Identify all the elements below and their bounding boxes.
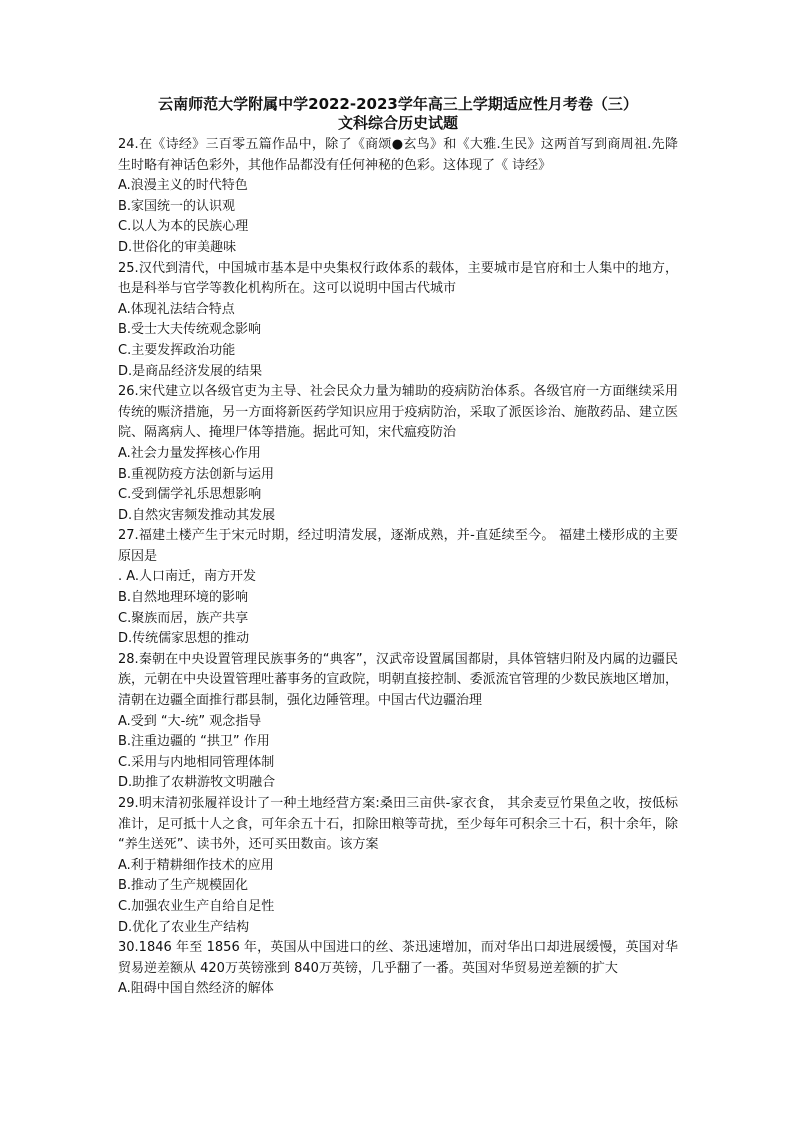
option-b: B.注重边疆的 “拱卫” 作用 [118,734,270,750]
option-a: . A.人口南迁，南方开发 [118,569,257,585]
question-30 [118,938,678,1000]
option-c: C.采用与内地相同管理体制 [118,754,275,770]
option-d: D.助推了农耕游牧文明融合 [118,775,276,791]
question-25 [118,259,678,383]
option-b: B.推动了生产规模固化 [118,878,249,894]
option-b: B.自然地理环境的影响 [118,590,249,606]
option-d: D.优化了农业生产结构 [118,919,250,935]
option-d: D.传统儒家思想的推动 [118,631,250,647]
question-29 [118,794,678,938]
option-b: B.受士大夫传统观念影响 [118,322,262,338]
question-stem: 28.秦朝在中央设置管理民族事务的“典客”，汉武帝设置属国都尉，具体管辖归附及内属的边疆民族，元朝在中央设置管理吐蕃事务的宣政院，明朝直接控制、委派流官管理的少数民族地区增加，清朝在边疆全面推行郡县制，强化边陲管理。中国古代边疆治理 [118,651,678,709]
exam-subtitle: 文科综合历史试题 [337,114,458,132]
option-c: C.加强农业生产自给自足性 [118,898,275,914]
question-stem: 24.在《诗经》三百零五篇作品中，除了《商颂●玄鸟》和《大雅.生民》这两首写到商周祖.先降生时略有神话色彩外，其他作品都没有任何神秘的色彩。这体现了《 诗经》 [118,137,678,173]
question-stem: 30.1846 年至 1856 年，英国从中国进口的丝、茶迅速增加，而对华出口却进展缓慢，英国对华贸易逆差额从 420万英镑涨到 840万英镑，几乎翻了一番。英国对华贸易逆差额的扩大 [118,940,678,976]
option-d: D.世俗化的审美趣味 [118,239,237,255]
option-a: A.社会力量发挥核心作用 [118,445,261,461]
option-a: A.利于精耕细作技术的应用 [118,857,274,873]
exam-title: 云南师范大学附属中学2022-2023学年高三上学期适应性月考卷（三） [158,95,638,113]
question-stem: 26.宋代建立以各级官吏为主导、社会民众力量为辅助的疫病防治体系。各级官府一方面继续采用传统的赈济措施，另一方面将新医药学知识应用于疫病防治，采取了派医诊治、施散药品、建立医院、隔离病人、掩埋尸体等措施。据此可知，宋代瘟疫防治 [118,384,678,441]
question-28 [118,650,678,794]
option-c: C.受到儒学礼乐思想影响 [118,487,262,503]
option-c: C.以人为本的民族心理 [118,219,249,235]
question-stem: 25.汉代到清代，中国城市基本是中央集权行政体系的载体，主要城市是官府和士人集中的地方，也是科举与官学等教化机构所在。这可以说明中国古代城市 [118,260,678,297]
option-a: A.浪漫主义的时代特色 [118,178,248,194]
option-a: A.受到 “大-统” 观念指导 [118,713,262,729]
question-stem: 27.福建土楼产生于宋元时期，经过明清发展，逐渐成熟，并-直延续至今。 福建土楼形成的主要原因是 [118,528,678,564]
option-b: B.重视防疫方法创新与运用 [118,466,275,482]
option-c: C.聚族而居，族产共享 [118,610,249,626]
option-d: D.自然灾害频发推动其发展 [118,507,276,523]
option-c: C.主要发挥政治功能 [118,342,236,358]
question-26 [118,382,678,526]
option-d: D.是商品经济发展的结果 [118,363,263,379]
option-a: A.阻碍中国自然经济的解体 [118,981,274,997]
question-stem: 29.明末清初张履祥设计了一种土地经营方案:桑田三亩供-家衣食， 其余麦豆竹果鱼之收，按低标准计，足可抵十人之食，可年余五十石，扣除田粮等苛扰，至少每年可积余三十石，积十余年，除 “养生送死”、读书外，还可买田数亩。该方案 [118,796,678,853]
question-24 [118,135,678,259]
exam-page [118,95,678,1000]
question-27 [118,526,678,650]
option-b: B.家国统一的认识观 [118,198,236,214]
option-a: A.体现礼法结合特点 [118,301,235,317]
